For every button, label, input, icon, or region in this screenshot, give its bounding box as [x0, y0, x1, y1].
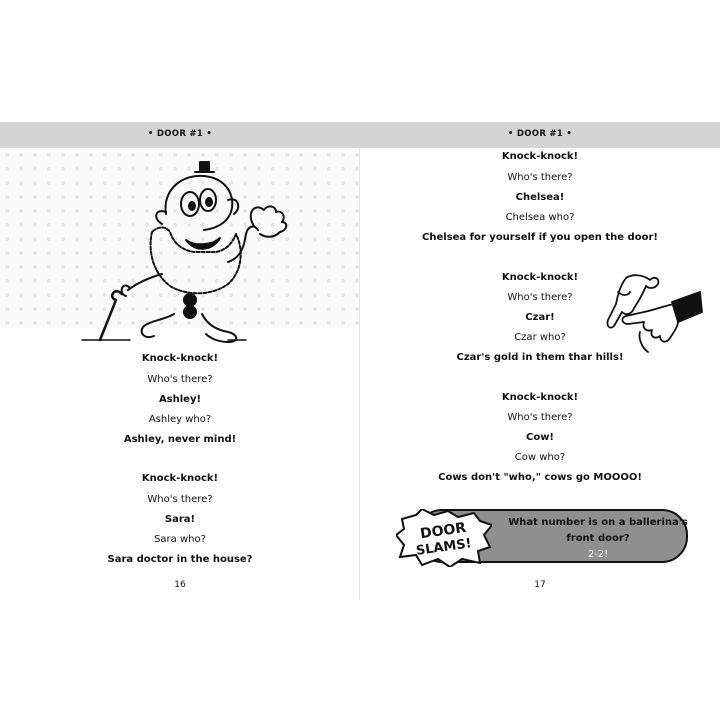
joke-1-line-3: Ashley! [158, 394, 202, 405]
joke-5-line-1: Knock-knock! [501, 392, 579, 403]
running-head-left: • DOOR #1 • [147, 129, 213, 139]
joke-2-line-4: Sara who? [154, 534, 206, 545]
joke-4-line-3: Czar! [525, 312, 555, 323]
door-slams-badge [396, 509, 492, 567]
joke-5-punchline: Cows don't "who," cows go MOOOO! [438, 472, 642, 483]
joke-1-line-2: Who's there? [147, 374, 213, 385]
left-page [0, 148, 360, 600]
door-slams-answer: 2-2! [587, 549, 609, 560]
door-slams-badge-line-1: DOOR [419, 519, 468, 543]
page-number-left: 16 [174, 580, 186, 590]
joke-3-line-4: Chelsea who? [505, 212, 575, 223]
joke-2-line-1: Knock-knock! [141, 473, 219, 484]
joke-3-line-1: Knock-knock! [501, 151, 579, 162]
joke-5-line-3: Cow! [525, 432, 554, 443]
joke-3-line-3: Chelsea! [515, 192, 565, 203]
joke-5-line-2: Who's there? [507, 412, 573, 423]
joke-4-line-1: Knock-knock! [501, 272, 579, 283]
page-number-right: 17 [534, 580, 546, 590]
joke-2-line-3: Sara! [164, 514, 196, 525]
joke-1-punchline: Ashley, never mind! [123, 434, 237, 445]
joke-2-line-2: Who's there? [147, 494, 213, 505]
door-slams-question: What number is on a ballerina's front door? [508, 517, 688, 544]
joke-5-line-4: Cow who? [514, 452, 566, 463]
bearded-man-with-cane-illustration [78, 154, 298, 344]
door-slams-callout [396, 509, 686, 561]
joke-4-line-4: Czar who? [514, 332, 566, 343]
joke-1-line-4: Ashley who? [148, 414, 212, 425]
joke-3-punchline: Chelsea for yourself if you open the door! [422, 232, 658, 243]
door-slams-badge-line-2: SLAMS! [415, 536, 473, 559]
joke-4-line-2: Who's there? [507, 292, 573, 303]
pointing-hands-illustration [592, 272, 704, 358]
joke-4-punchline: Czar's gold in them thar hills! [456, 352, 624, 363]
running-head-right: • DOOR #1 • [507, 129, 573, 139]
header-band [0, 122, 720, 148]
joke-1-line-1: Knock-knock! [141, 353, 219, 364]
joke-2-punchline: Sara doctor in the house? [107, 554, 253, 565]
joke-3-line-2: Who's there? [507, 172, 573, 183]
